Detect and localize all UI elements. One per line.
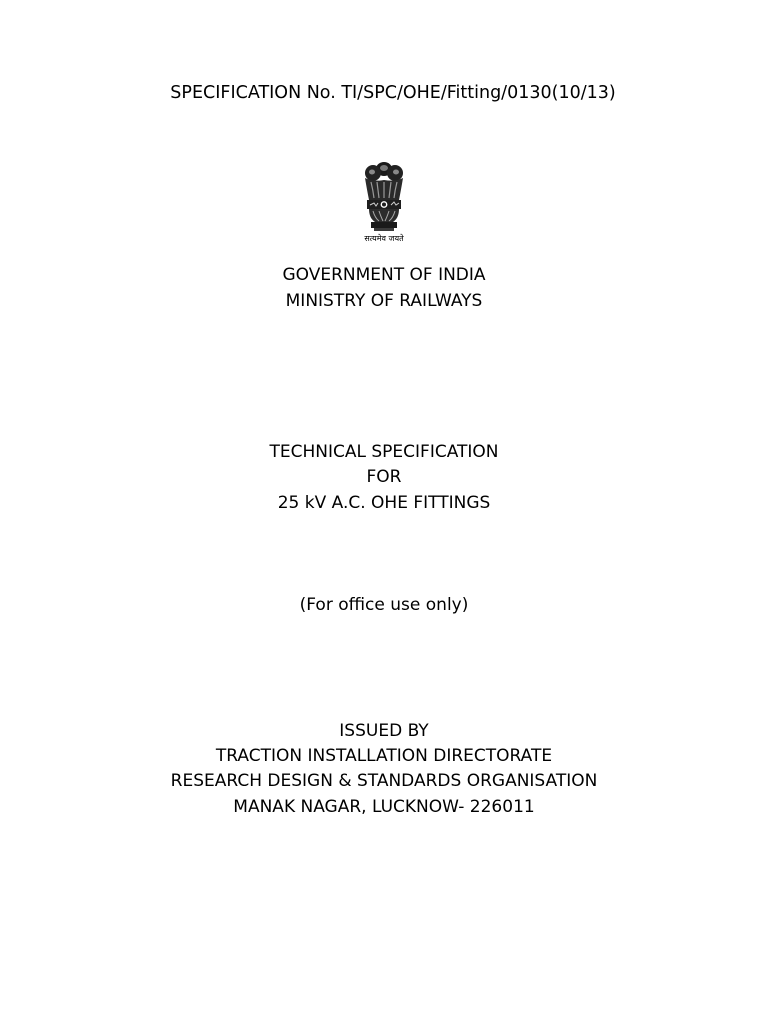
usage-note: (For office use only): [299, 595, 469, 615]
title-line-1: TECHNICAL SPECIFICATION: [269, 442, 499, 462]
issued-by: ISSUED BY: [339, 721, 429, 741]
organisation-address: MANAK NAGAR, LUCKNOW- 226011: [233, 797, 535, 817]
title-line-3: 25 kV A.C. OHE FITTINGS: [277, 493, 491, 513]
specification-number: SPECIFICATION No. TI/SPC/OHE/Fitting/0130(10/13): [170, 83, 616, 103]
ministry-heading: MINISTRY OF RAILWAYS: [285, 291, 483, 311]
organisation-name: RESEARCH DESIGN & STANDARDS ORGANISATION: [170, 771, 598, 791]
title-line-2: FOR: [366, 467, 402, 487]
directorate-name: TRACTION INSTALLATION DIRECTORATE: [215, 746, 553, 766]
emblem-motto: सत्यमेव जयते: [364, 234, 404, 243]
government-heading: GOVERNMENT OF INDIA: [282, 265, 486, 285]
